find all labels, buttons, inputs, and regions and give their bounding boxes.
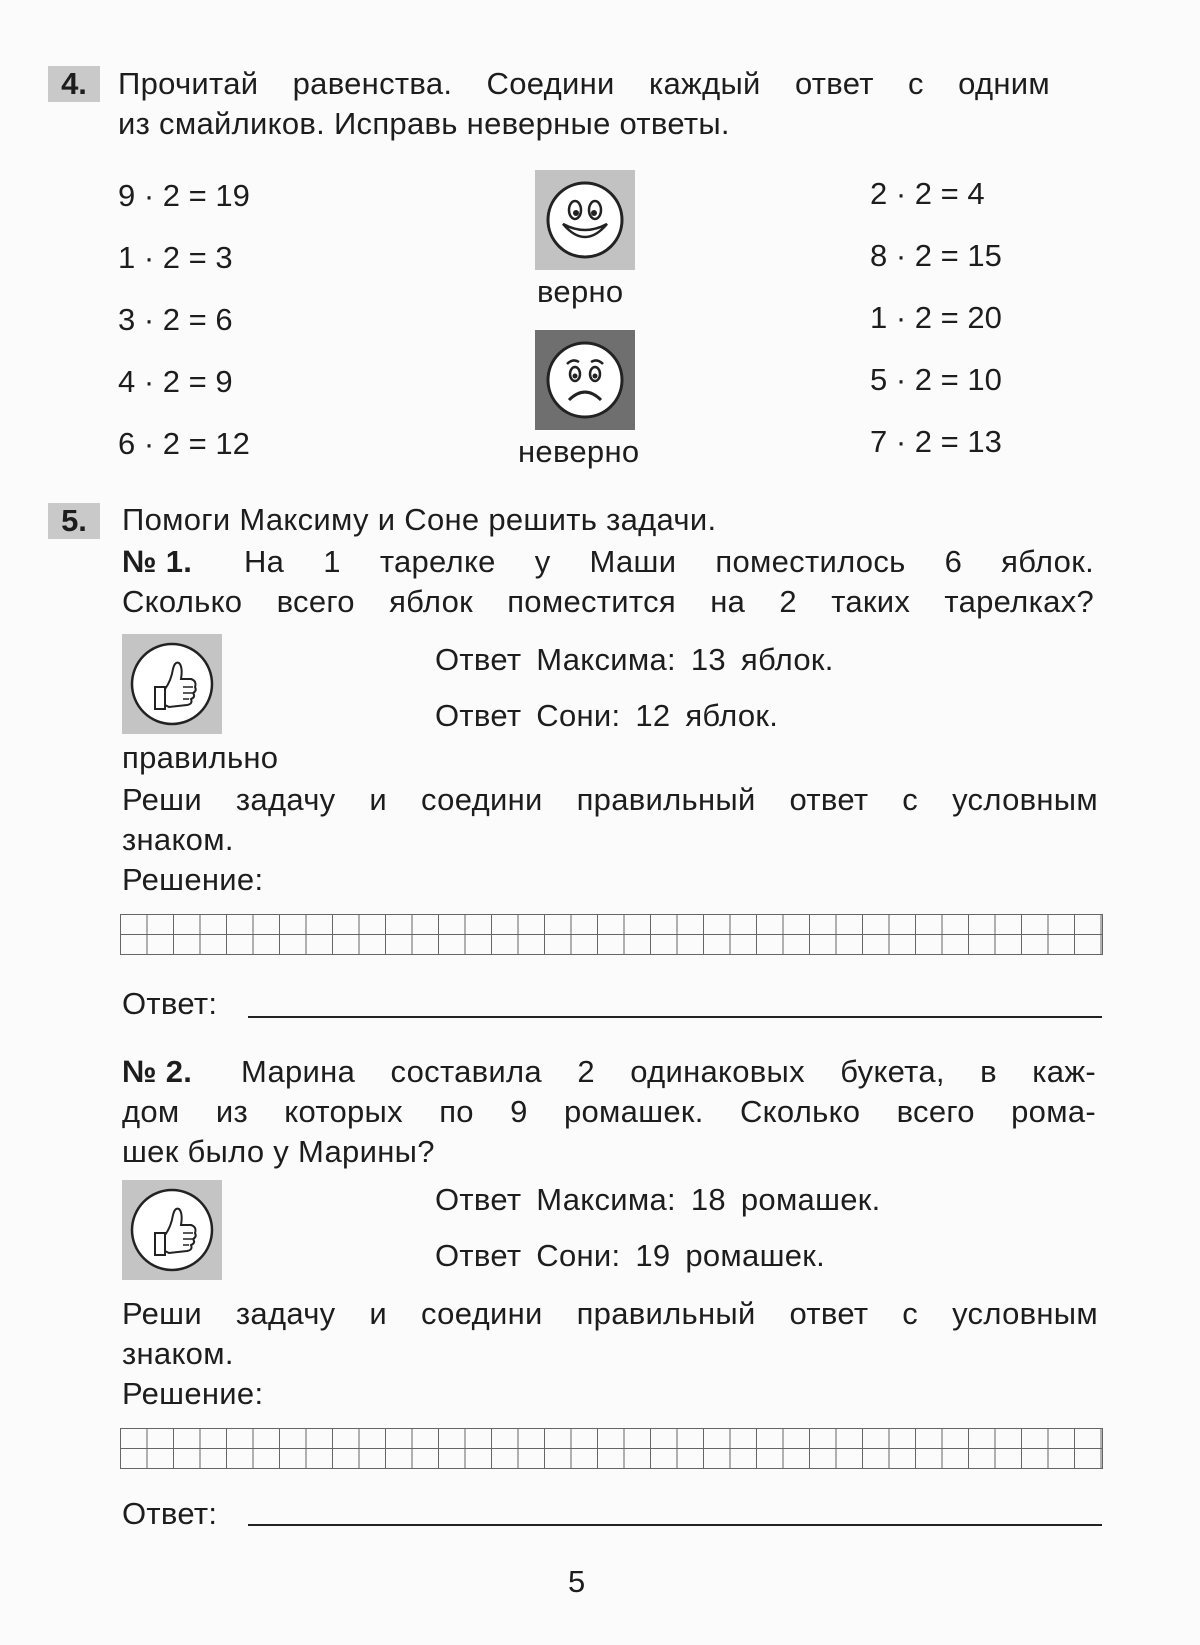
problem2-line1 xyxy=(122,1052,1096,1092)
problem1-text-line2: Сколько всего яблок поместится на 2 таких тарелках? xyxy=(122,584,1094,619)
task5-title: Помоги Максиму и Соне решить задачи. xyxy=(122,502,717,537)
problem1-instruction-line2: знаком. xyxy=(122,822,234,857)
equation-left-5: 6 · 2 = 12 xyxy=(118,426,250,461)
problem2-instruction-line1: Реши задачу и соедини правильный ответ с условным xyxy=(122,1296,1098,1331)
thumbs-up-icon-2 xyxy=(122,1180,222,1280)
problem1-number: № 1. xyxy=(122,544,193,579)
wrong-label: неверно xyxy=(518,434,640,469)
page-number: 5 xyxy=(568,1564,586,1599)
problem2-solution-grid[interactable] xyxy=(120,1428,1103,1469)
equation-left-1: 9 · 2 = 19 xyxy=(118,178,250,213)
task4-number: 4. xyxy=(48,66,100,102)
problem2-number: № 2. xyxy=(122,1054,193,1089)
problem1-solution-grid[interactable] xyxy=(120,914,1103,955)
problem1-text-line1: На 1 тарелке у Маши поместилось 6 яблок. xyxy=(244,544,1094,579)
equation-right-2: 8 · 2 = 15 xyxy=(870,238,1002,273)
sad-smiley-icon xyxy=(535,330,635,430)
problem1-line1 xyxy=(122,542,1094,582)
equation-right-3: 1 · 2 = 20 xyxy=(870,300,1002,335)
thumb-correct-label: правильно xyxy=(122,740,279,775)
problem2-maksim-answer: Ответ Максима: 18 ромашек. xyxy=(435,1182,881,1217)
problem2-answer-line[interactable] xyxy=(248,1524,1102,1526)
problem2-sonya-answer: Ответ Сони: 19 ромашек. xyxy=(435,1238,826,1273)
problem1-instruction-line1: Реши задачу и соедини правильный ответ с условным xyxy=(122,782,1098,817)
equation-right-5: 7 · 2 = 13 xyxy=(870,424,1002,459)
thumbs-up-icon xyxy=(122,634,222,734)
problem2-text-line2: дом из которых по 9 ромашек. Сколько всего рома- xyxy=(122,1094,1096,1129)
problem2-text-line1: Марина составила 2 одинаковых букета, в каж- xyxy=(241,1054,1096,1089)
problem1-solution-label: Решение: xyxy=(122,862,264,897)
equation-right-4: 5 · 2 = 10 xyxy=(870,362,1002,397)
problem1-sonya-answer: Ответ Сони: 12 яблок. xyxy=(435,698,779,733)
problem2-text-line3: шек было у Марины? xyxy=(122,1134,435,1169)
happy-smiley-icon xyxy=(535,170,635,270)
problem1-answer-line[interactable] xyxy=(248,1016,1102,1018)
equation-right-1: 2 · 2 = 4 xyxy=(870,176,985,211)
equation-left-2: 1 · 2 = 3 xyxy=(118,240,233,275)
task4-instruction-line2: из смайликов. Исправь неверные ответы. xyxy=(118,106,730,141)
equation-left-4: 4 · 2 = 9 xyxy=(118,364,233,399)
problem1-maksim-answer: Ответ Максима: 13 яблок. xyxy=(435,642,834,677)
problem2-answer-label: Ответ: xyxy=(122,1496,218,1531)
task5-number: 5. xyxy=(48,503,100,539)
correct-label: верно xyxy=(537,274,624,309)
problem2-instruction-line2: знаком. xyxy=(122,1336,234,1371)
problem1-answer-label: Ответ: xyxy=(122,986,218,1021)
problem2-solution-label: Решение: xyxy=(122,1376,264,1411)
equation-left-3: 3 · 2 = 6 xyxy=(118,302,233,337)
task4-instruction-line1: Прочитай равенства. Соедини каждый ответ с одним xyxy=(118,66,1050,101)
